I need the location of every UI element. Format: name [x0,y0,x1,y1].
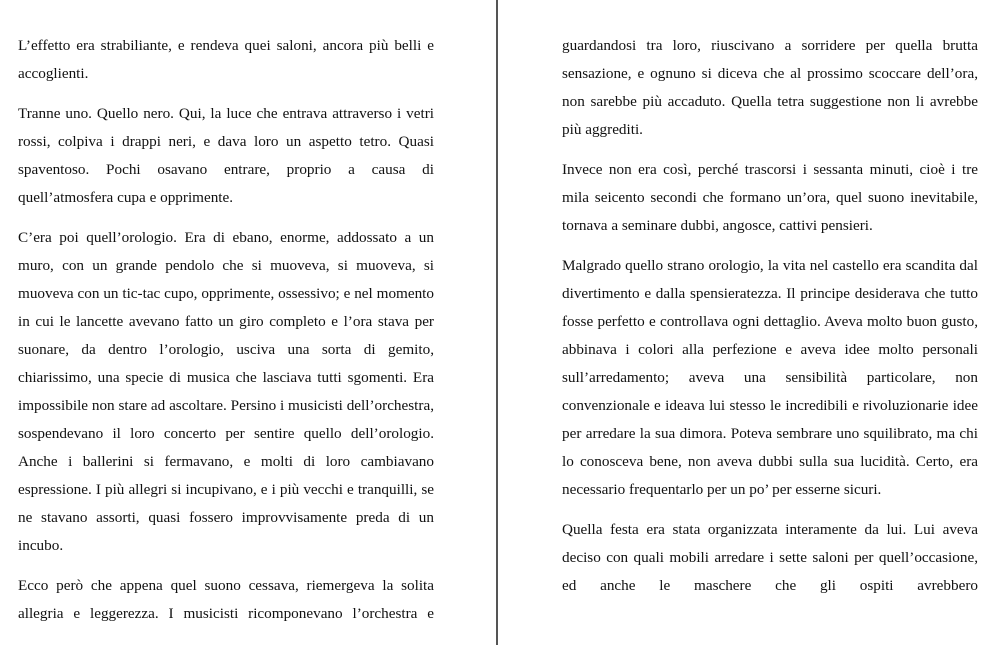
left-page [18,32,434,640]
paragraph: Malgrado quello strano orologio, la vita nel castello era scandita dal divertimento e dalla spensieratezza. Il principe desiderava che tutto fosse perfetto e controllava ogni dettaglio. Aveva molto buon gusto, abbinava i colori alla perfezione e aveva idee molto personali sull’arredamento; aveva una sensibilità particolare, non convenzionale e ideava lui stesso le incredibili e rivoluzionarie idee per arredare la sua dimora. Poteva sembrare uno squilibrato, ma chi lo conosceva bene, non aveva dubbi sulla sua lucidità. Certo, era necessario frequentarlo per un po’ per esserne sicuri. [562,257,978,498]
paragraph: Quella festa era stata organizzata interamente da lui. Lui aveva deciso con quali mobili arredare i sette saloni per quell’occasione, ed anche le maschere che gli ospiti avrebbero [562,521,978,594]
right-page [562,32,978,612]
paragraph: Tranne uno. Quello nero. Qui, la luce che entrava attraverso i vetri rossi, colpiva i drappi neri, e dava loro un aspetto tetro. Quasi spaventoso. Pochi osavano entrare, proprio a causa di quell’atmosfera cupa e opprimente. [18,105,434,206]
paragraph: L’effetto era strabiliante, e rendeva quei saloni, ancora più belli e accoglienti. [18,37,434,82]
paragraph: Ecco però che appena quel suono cessava, riemergeva la solita allegria e leggerezza. I musicisti ricomponevano l’orchestra e [18,577,434,622]
paragraph: C’era poi quell’orologio. Era di ebano, enorme, addossato a un muro, con un grande pendolo che si muoveva, si muoveva, si muoveva con un tic-tac cupo, opprimente, ossessivo; e nel momento in cui le lancette avevano fatto un giro completo e l’ora stava per suonare, da dentro l’orologio, usciva una sorta di gemito, chiarissimo, una specie di musica che lasciava tutti sgomenti. Era impossibile non stare ad ascoltare. Persino i musicisti dell’orchestra, sospendevano il loro concerto per sentire quello dell’orologio. Anche i ballerini si fermavano, e molti di loro cambiavano espressione. I più allegri si incupivano, e i più vecchi e tranquilli, se ne stavano assorti, quasi fossero improvvisamente preda di un incubo. [18,229,434,554]
paragraph: guardandosi tra loro, riuscivano a sorridere per quella brutta sensazione, e ognuno si diceva che al prossimo scoccare dell’ora, non sarebbe più accaduto. Quella tetra suggestione non li avrebbe più aggrediti. [562,37,978,138]
page-divider [496,0,498,645]
paragraph: Invece non era così, perché trascorsi i sessanta minuti, cioè i tre mila seicento secondi che formano un’ora, quel suono inevitabile, tornava a seminare dubbi, angosce, cattivi pensieri. [562,161,978,234]
